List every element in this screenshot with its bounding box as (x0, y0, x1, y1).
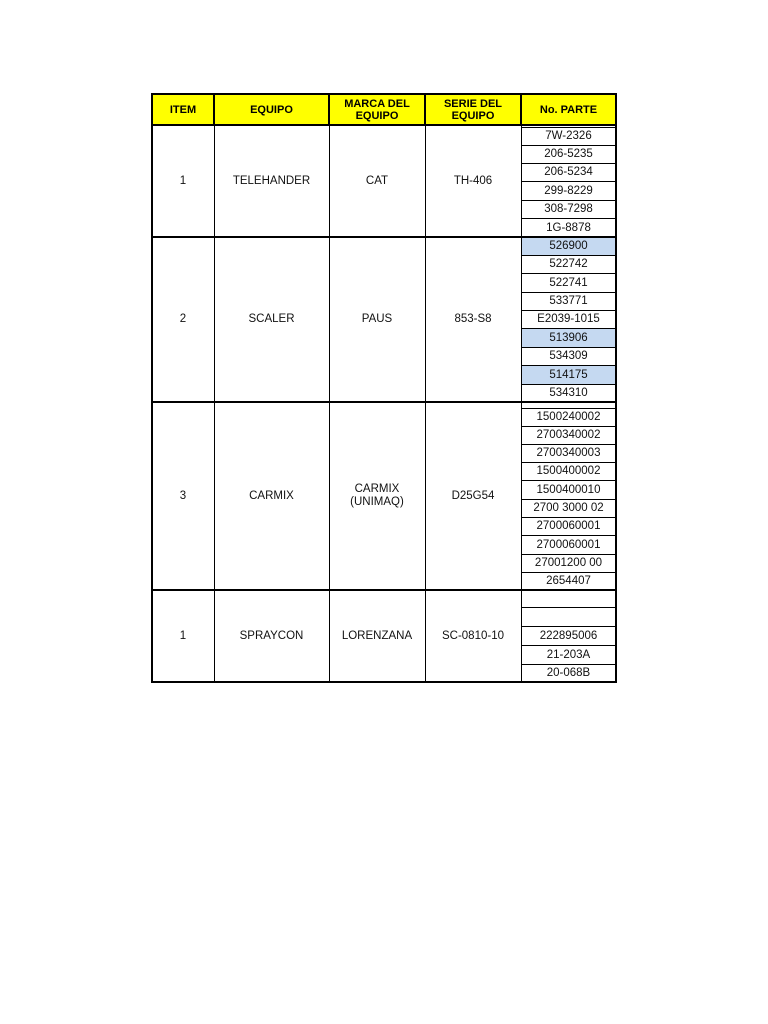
part-row-divider (521, 664, 616, 665)
serie-cell: TH-406 (453, 174, 493, 187)
serie-cell: SC-0810-10 (441, 629, 504, 642)
serie-cell: 853-S8 (454, 313, 492, 325)
part-number-cell: 522742 (549, 258, 588, 270)
part-row-divider (521, 517, 616, 518)
equipo-cell: SPRAYCON (239, 629, 304, 642)
item-cell: 1 (179, 629, 187, 642)
column-divider (329, 125, 330, 682)
table-border-left (151, 93, 153, 683)
equipo-cell: SCALER (248, 313, 295, 325)
part-number-cell: 206-5234 (544, 166, 593, 178)
part-number-cell: 308-7298 (544, 203, 593, 215)
part-number-cell: 299-8229 (544, 184, 593, 197)
part-number-cell: E2039-1015 (537, 313, 600, 325)
part-row-divider (521, 426, 616, 427)
part-row-divider (521, 181, 616, 182)
part-number-cell: 222895006 (539, 629, 598, 642)
part-number-cell: 2700 3000 02 (533, 502, 604, 514)
column-divider (521, 125, 522, 682)
part-number-cell: 522741 (549, 276, 588, 289)
part-number-cell: 514175 (521, 365, 616, 384)
part-row-divider (521, 365, 616, 366)
part-number-cell: 27001200 00 (534, 557, 603, 569)
part-number-cell (521, 590, 616, 607)
part-row-divider (521, 163, 616, 164)
header-marca: MARCA DEL EQUIPO (344, 97, 410, 122)
part-number-cell: 2700340003 (536, 447, 601, 459)
part-number-cell: 533771 (549, 295, 588, 307)
header-no-parte: No. PARTE (539, 103, 598, 116)
item-cell: 1 (179, 174, 187, 187)
marca-cell: PAUS (361, 313, 393, 325)
part-number-cell: 534309 (549, 350, 588, 362)
part-number-cell (521, 607, 616, 626)
part-row-divider (521, 310, 616, 311)
part-number-cell: 1500400002 (536, 465, 601, 477)
part-row-divider (521, 554, 616, 555)
part-number-cell: 526900 (521, 237, 616, 255)
part-row-divider (521, 626, 616, 627)
header-equipo: EQUIPO (250, 103, 293, 116)
part-row-divider (521, 645, 616, 646)
header-column-divider (520, 94, 522, 125)
part-row-divider (521, 444, 616, 445)
part-number-cell: 2700060001 (536, 538, 601, 551)
part-row-divider (521, 347, 616, 348)
marca-cell: CARMIX (UNIMAQ) (350, 483, 404, 508)
part-number-cell: 20-068B (546, 667, 591, 679)
part-number-cell: 206-5235 (544, 148, 593, 160)
part-row-divider (521, 145, 616, 146)
part-row-divider (521, 462, 616, 463)
marca-cell: CAT (365, 174, 389, 187)
serie-cell: D25G54 (451, 489, 495, 502)
header-item: ITEM (169, 103, 197, 116)
header-border-bottom (151, 124, 617, 126)
part-number-cell: 2654407 (546, 575, 591, 587)
part-row-divider (521, 682, 616, 683)
part-row-divider (521, 127, 616, 128)
part-row-divider (521, 384, 616, 385)
part-row-divider (521, 255, 616, 256)
header-serie: SERIE DEL EQUIPO (443, 97, 503, 122)
part-row-divider (521, 535, 616, 536)
part-number-cell: 534310 (549, 387, 588, 399)
part-row-divider (521, 408, 616, 409)
header-column-divider (328, 94, 330, 125)
part-row-divider (521, 218, 616, 219)
part-number-cell: 1G-8878 (546, 221, 591, 234)
part-row-divider (521, 607, 616, 608)
part-number-cell: 2700340002 (536, 429, 601, 441)
equipo-cell: TELEHANDER (232, 174, 311, 187)
item-cell: 3 (179, 489, 187, 502)
part-number-cell: 7W-2326 (545, 130, 592, 142)
part-row-divider (521, 200, 616, 201)
part-row-divider (521, 499, 616, 500)
part-row-divider (521, 273, 616, 274)
part-row-divider (521, 590, 616, 591)
marca-cell: LORENZANA (341, 629, 413, 642)
part-row-divider (521, 328, 616, 329)
part-number-cell: 21-203A (546, 648, 591, 661)
part-row-divider (521, 237, 616, 238)
part-number-cell: 2700060001 (536, 520, 601, 532)
header-column-divider (424, 94, 426, 125)
column-divider (214, 125, 215, 682)
part-number-cell: 513906 (521, 328, 616, 347)
part-row-divider (521, 480, 616, 481)
part-number-cell: 1500400010 (536, 483, 601, 496)
header-column-divider (213, 94, 215, 125)
part-row-divider (521, 402, 616, 403)
part-row-divider (521, 292, 616, 293)
item-cell: 2 (179, 313, 187, 325)
part-number-cell: 1500240002 (536, 411, 601, 423)
column-divider (425, 125, 426, 682)
part-row-divider (521, 572, 616, 573)
equipo-cell: CARMIX (249, 489, 294, 502)
header-border-top (151, 93, 617, 95)
